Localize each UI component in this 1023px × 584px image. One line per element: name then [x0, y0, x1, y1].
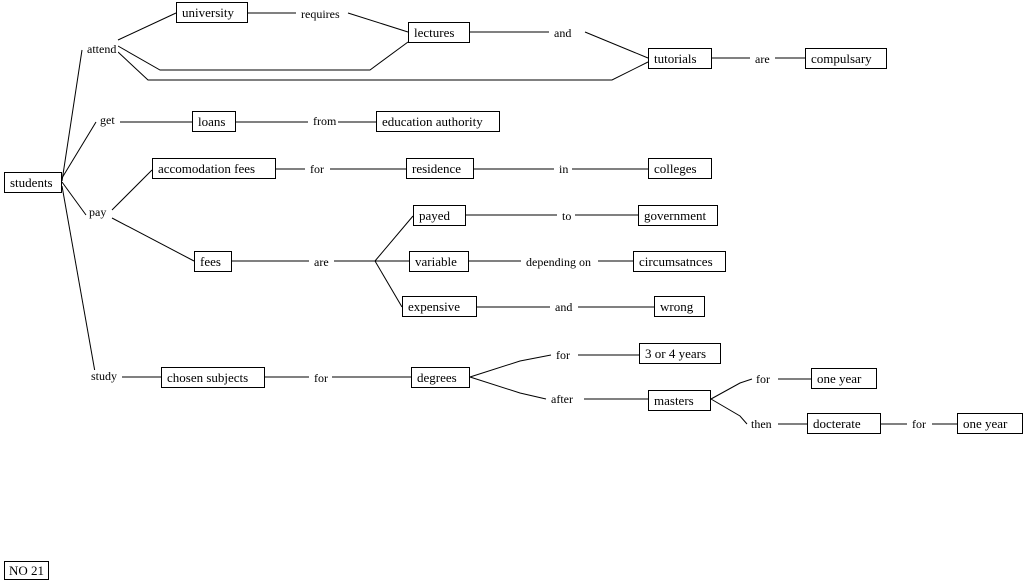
connector-pay-fees — [112, 218, 194, 261]
edge-label-then_docterate: then — [751, 417, 772, 431]
node-one_year_1[interactable]: one year — [811, 368, 877, 389]
edge-label-after_masters: after — [551, 392, 573, 406]
node-accomodation_fees[interactable]: accomodation fees — [152, 158, 276, 179]
connector-attend-university — [118, 13, 176, 40]
connector-pay-accomodation — [112, 170, 152, 210]
connector-attend-tutorials — [118, 52, 648, 80]
node-residence[interactable]: residence — [406, 158, 474, 179]
edge-label-get: get — [100, 113, 115, 127]
edge-label-for_residence: for — [310, 162, 324, 176]
node-degrees[interactable]: degrees — [411, 367, 470, 388]
connector-masters-then — [711, 399, 747, 424]
edge-label-are_tutorials: are — [755, 52, 770, 66]
node-masters[interactable]: masters — [648, 390, 711, 411]
connector-are-expensive — [334, 261, 402, 307]
node-education_authority[interactable]: education authority — [376, 111, 500, 132]
node-payed[interactable]: payed — [413, 205, 466, 226]
connector-students-get — [62, 122, 96, 178]
edge-label-and_wrong: and — [555, 300, 573, 314]
edge-label-attend: attend — [87, 42, 117, 56]
edge-label-for_one_year: for — [756, 372, 770, 386]
node-tutorials[interactable]: tutorials — [648, 48, 712, 69]
node-one_year_2[interactable]: one year — [957, 413, 1023, 434]
edge-label-in_colleges: in — [559, 162, 569, 176]
edge-label-requires: requires — [301, 7, 340, 21]
edge-label-for_one_year_2: for — [912, 417, 926, 431]
node-loans[interactable]: loans — [192, 111, 236, 132]
connector-are-payed — [334, 216, 413, 261]
connector-and-tutorials — [585, 32, 648, 58]
connector-degrees-after — [470, 377, 546, 399]
diagram-id-tag: NO 21 — [4, 561, 49, 580]
edge-label-are_fees: are — [314, 255, 329, 269]
edge-label-pay: pay — [89, 205, 107, 219]
node-expensive[interactable]: expensive — [402, 296, 477, 317]
edge-label-for_degrees: for — [314, 371, 328, 385]
node-wrong[interactable]: wrong — [654, 296, 705, 317]
connector-students-attend — [62, 50, 82, 181]
node-circumsatnces[interactable]: circumsatnces — [633, 251, 726, 272]
node-fees[interactable]: fees — [194, 251, 232, 272]
connector-masters-for3 — [711, 379, 752, 399]
node-compulsary[interactable]: compulsary — [805, 48, 887, 69]
node-government[interactable]: government — [638, 205, 718, 226]
node-three_or_four_years[interactable]: 3 or 4 years — [639, 343, 721, 364]
connector-requires-lectures — [348, 13, 408, 32]
connector-attend-lectures — [118, 42, 408, 70]
edge-label-to_government: to — [562, 209, 572, 223]
connector-degrees-for2 — [470, 355, 551, 377]
node-chosen_subjects[interactable]: chosen subjects — [161, 367, 265, 388]
node-lectures[interactable]: lectures — [408, 22, 470, 43]
edge-label-depending_on: depending on — [526, 255, 591, 269]
node-colleges[interactable]: colleges — [648, 158, 712, 179]
edge-label-study: study — [91, 369, 118, 383]
node-docterate[interactable]: docterate — [807, 413, 881, 434]
node-university[interactable]: university — [176, 2, 248, 23]
node-variable[interactable]: variable — [409, 251, 469, 272]
edge-label-from: from — [313, 114, 337, 128]
node-students[interactable]: students — [4, 172, 62, 193]
edge-label-for_years: for — [556, 348, 570, 362]
edge-label-and_lectures: and — [554, 26, 572, 40]
connector-students-pay — [62, 182, 86, 215]
